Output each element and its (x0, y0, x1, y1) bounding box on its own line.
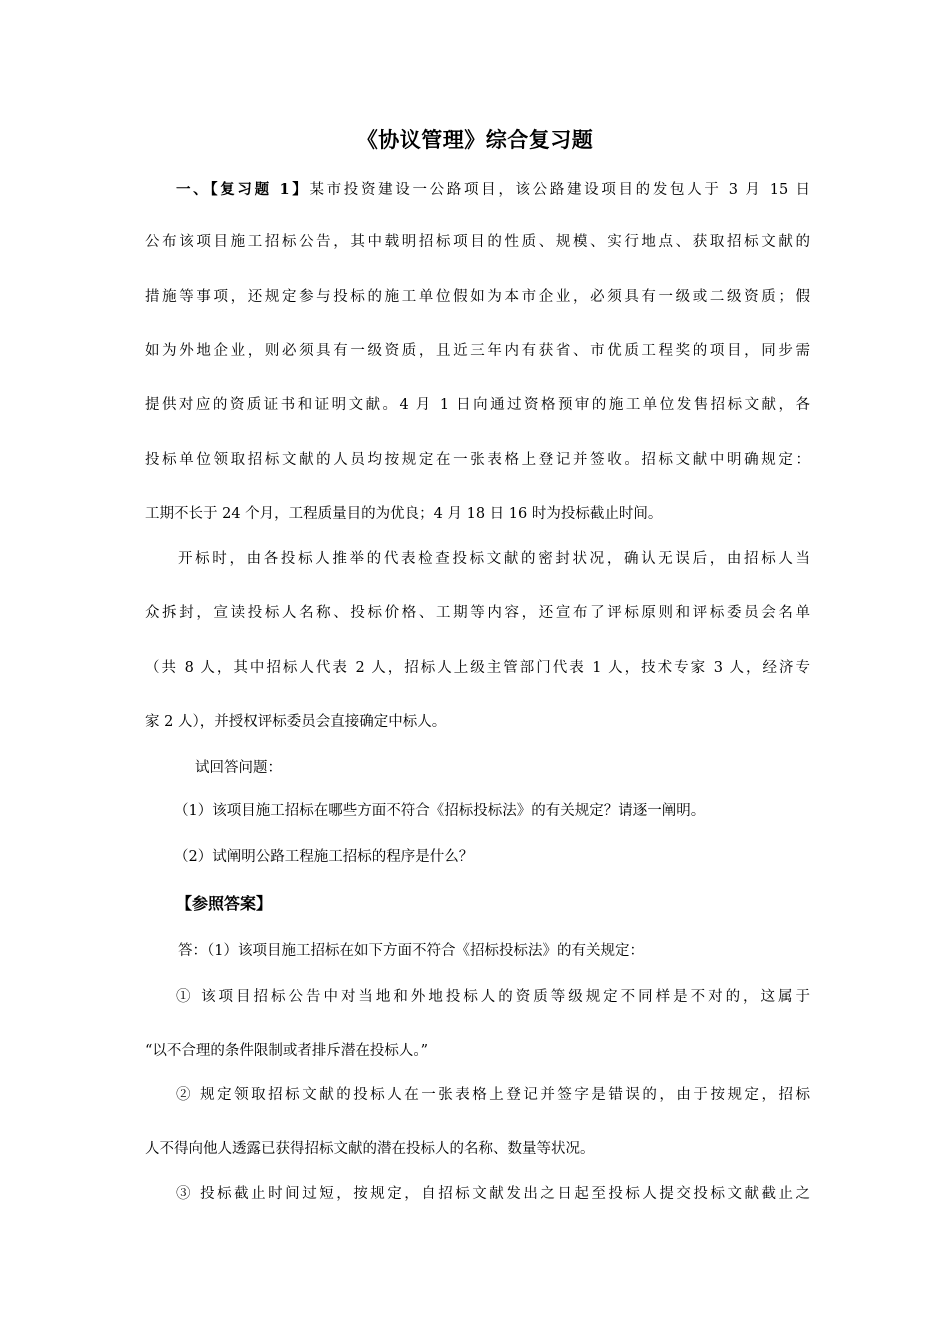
answer-item-1-line-1: ① 该项目招标公告中对当地和外地投标人的资质等级规定不同样是不对的，这属于 (176, 989, 810, 1005)
q1-line-1 (176, 179, 810, 201)
answer-item-2-line-1: ② 规定领取招标文献的投标人在一张表格上登记并签字是错误的，由于按规定，招标 (176, 1087, 810, 1103)
q1-line-1-text: 某市投资建设一公路项目，该公路建设项目的发包人于 3 月 15 日 (309, 182, 810, 198)
q1-line-7: 工期不长于 24 个月，工程质量目的为优良；4 月 18 日 16 时为投标截止时间。 (145, 506, 663, 522)
q1-line-2: 公布该项目施工招标公告，其中载明招标项目的性质、规模、实行地点、获取招标文献的 (145, 234, 810, 250)
answer-item-2-line-2: 人不得向他人透露已获得招标文献的潜在投标人的名称、数量等状况。 (145, 1141, 595, 1157)
answer-heading: 【参照答案】 (176, 894, 273, 913)
answer-item-1-line-2: “以不合理的条件限制或者排斥潜在投标人。” (145, 1043, 429, 1059)
answer-intro: 答：（1）该项目施工招标在如下方面不符合《招标投标法》的有关规定： (178, 943, 644, 959)
question-prompt: 试回答问题： (195, 760, 282, 776)
answer-item-3-line-1: ③ 投标截止时间过短，按规定，自招标文献发出之日起至投标人提交投标文献截止之 (176, 1186, 810, 1202)
q1-p2-line-1: 开标时，由各投标人推举的代表检查投标文献的密封状况，确认无误后，由招标人当 (178, 551, 810, 567)
q1-p2-line-4: 家 2 人），并授权评标委员会直接确定中标人。 (145, 714, 447, 730)
q1-p2-line-2: 众拆封，宣读投标人名称、投标价格、工期等内容，还宣布了评标原则和评标委员会名单 (145, 605, 810, 621)
q1-line-6: 投标单位领取招标文献的人员均按规定在一张表格上登记并签收。招标文献中明确规定： (145, 452, 810, 468)
q1-line-5: 提供对应的资质证书和证明文献。4 月 1 日向通过资格预审的施工单位发售招标文献，各 (145, 397, 810, 413)
document-title: 《协议管理》综合复习题 (356, 127, 594, 152)
q1-prefix: 一、【复习题 1】 (176, 181, 310, 198)
q1-line-3: 措施等事项，还规定参与投标的施工单位假如为本市企业，必须具有一级或二级资质；假 (145, 289, 810, 305)
sub-question-2: （2）试阐明公路工程施工招标的程序是什么？ (174, 849, 474, 865)
q1-p2-line-3: （共 8 人，其中招标人代表 2 人，招标人上级主管部门代表 1 人，技术专家 3 人，经济专 (145, 660, 810, 676)
sub-question-1: （1）该项目施工招标在哪些方面不符合《招标投标法》的有关规定？请逐一阐明。 (174, 803, 706, 819)
q1-line-4: 如为外地企业，则必须具有一级资质，且近三年内有获省、市优质工程奖的项目，同步需 (145, 343, 810, 359)
